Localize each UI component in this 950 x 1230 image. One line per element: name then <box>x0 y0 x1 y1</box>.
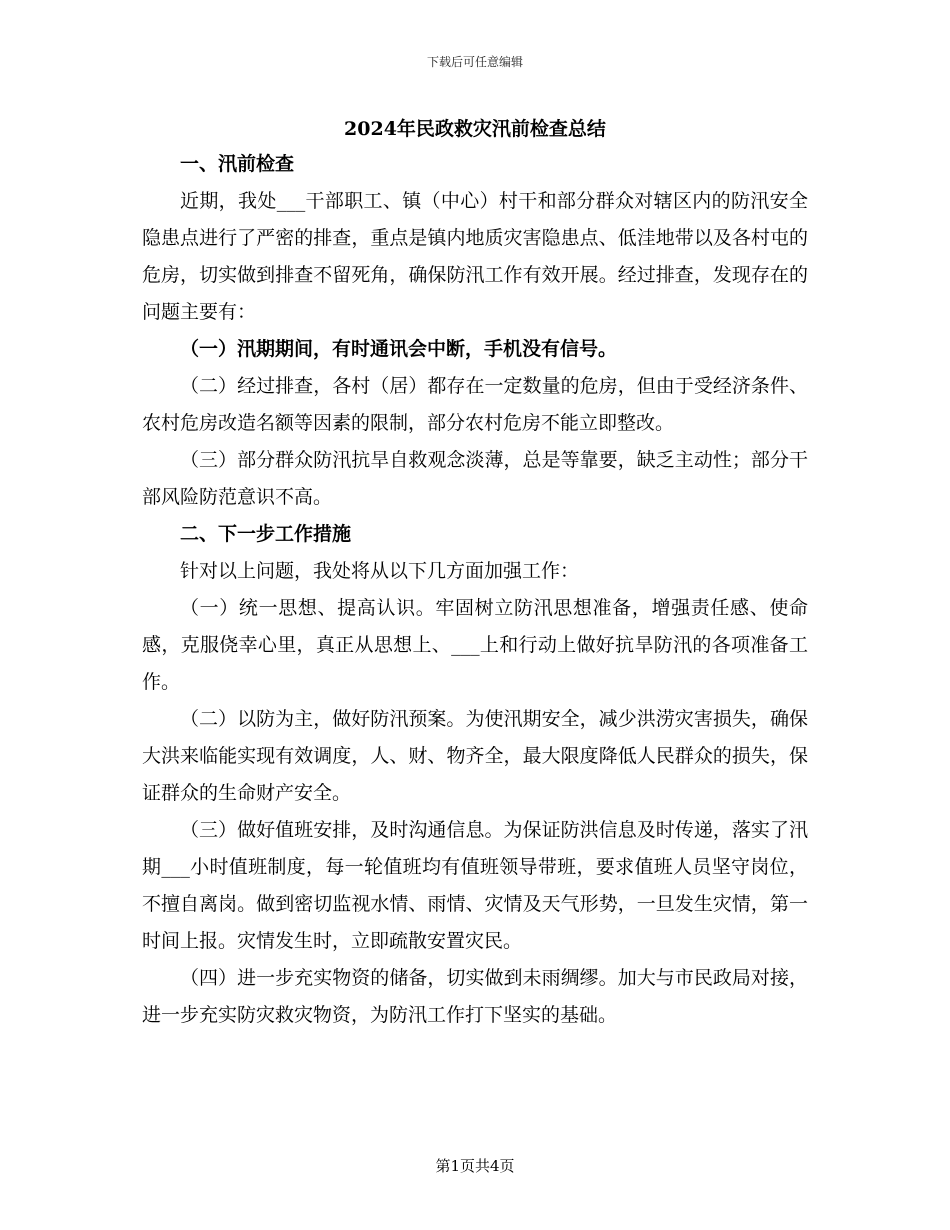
section-2-item-3: （三）做好值班安排，及时沟通信息。为保证防洪信息及时传递，落实了汛期___小时值班制度，每一轮值班均有值班领导带班，要求值班人员坚守岗位，不擅自离岗。做到密切监视水情、雨情、灾情及天气形势，一旦发生灾情，第一时间上报。灾情发生时，立即疏散安置灾民。 <box>142 819 808 952</box>
section-2-item-1: （一）统一思想、提高认识。牢固树立防汛思想准备，增强责任感、使命感，克服侥幸心里，真正从思想上、___上和行动上做好抗旱防汛的各项准备工作。 <box>142 597 808 693</box>
section-1-intro-paragraph: 近期，我处___干部职工、镇（中心）村干和部分群众对辖区内的防汛安全隐患点进行了严密的排查，重点是镇内地质灾害隐患点、低洼地带以及各村屯的危房，切实做到排查不留死角，确保防汛工作有效开展。经过排查，发现存在的问题主要有： <box>142 190 808 323</box>
section-1-item-3: （三）部分群众防汛抗旱自救观念淡薄，总是等靠要，缺乏主动性；部分干部风险防范意识不高。 <box>142 449 808 508</box>
document-body <box>142 146 808 1034</box>
section-2-item-4: （四）进一步充实物资的储备，切实做到未雨绸缪。加大与市民政局对接，进一步充实防灾救灾物资，为防汛工作打下坚实的基础。 <box>142 967 808 1026</box>
document-title: 2024年民政救灾汛前检查总结 <box>344 118 606 140</box>
section-2-intro-paragraph: 针对以上问题，我处将从以下几方面加强工作： <box>180 560 580 582</box>
section-2-item-2: （二）以防为主，做好防汛预案。为使汛期安全，减少洪涝灾害损失，确保大洪来临能实现有效调度，人、财、物齐全，最大限度降低人民群众的损失，保证群众的生命财产安全。 <box>142 708 808 804</box>
page-number-footer: 第1页共4页 <box>435 1157 515 1175</box>
section-1-item-2: （二）经过排查，各村（居）都存在一定数量的危房，但由于受经济条件、农村危房改造名额等因素的限制，部分农村危房不能立即整改。 <box>142 375 808 434</box>
section-1-heading: 一、汛前检查 <box>180 153 295 175</box>
page-header-note: 下载后可任意编辑 <box>426 55 523 69</box>
section-1-item-1: （一）汛期期间，有时通讯会中断，手机没有信号。 <box>180 338 618 360</box>
section-2-heading: 二、下一步工作措施 <box>180 523 352 545</box>
